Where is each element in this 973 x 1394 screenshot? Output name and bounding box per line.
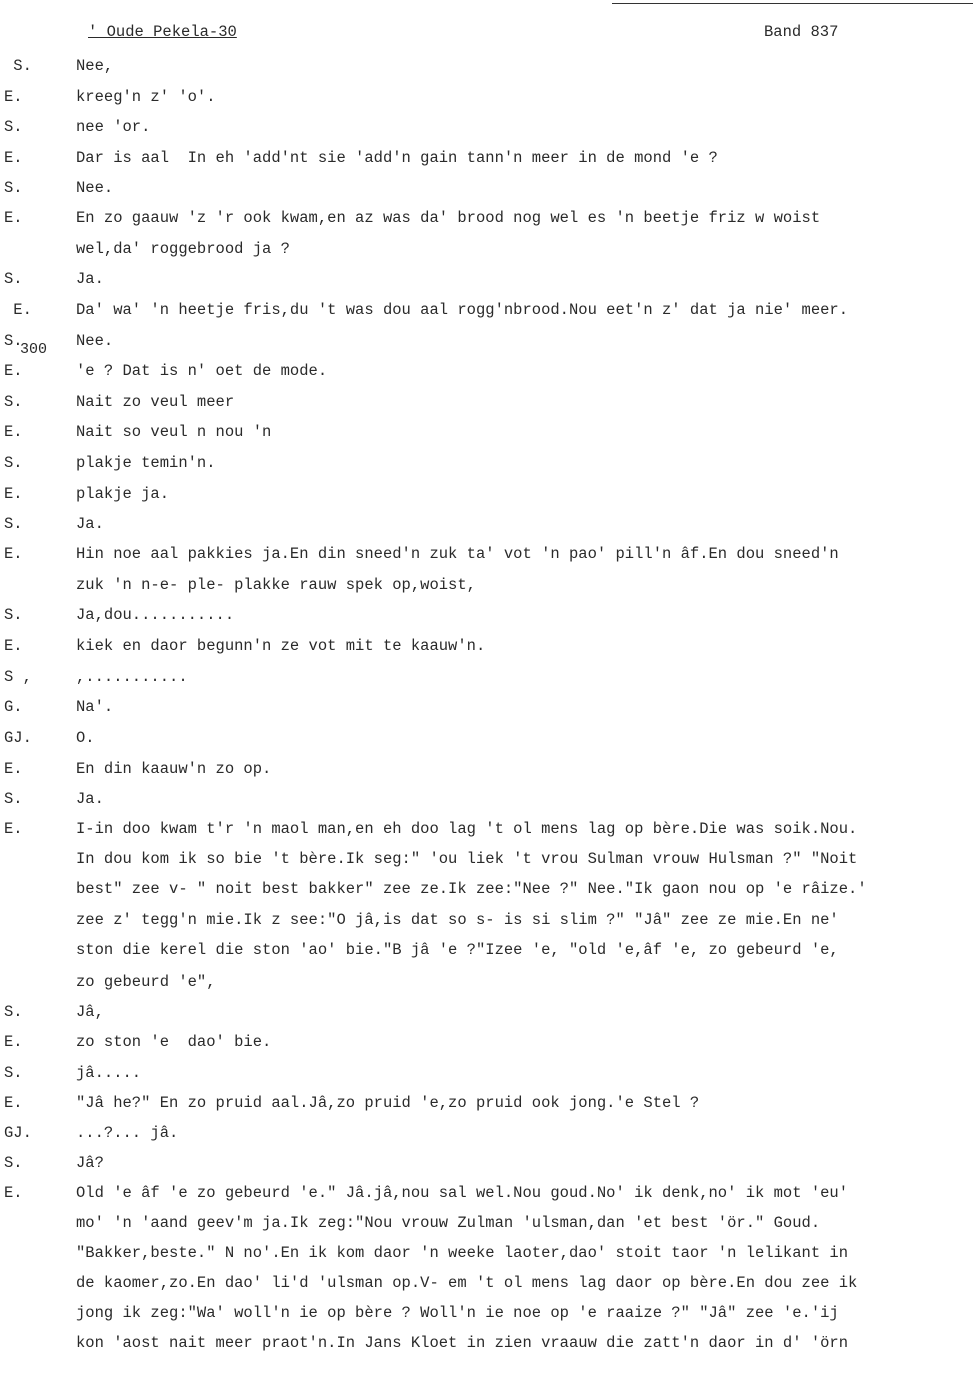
utterance-text: wel,da' roggebrood ja ?: [76, 240, 290, 258]
speaker-label: E.: [4, 637, 23, 655]
transcript-line: [0, 300, 973, 320]
utterance-text: Jâ?: [76, 1154, 104, 1172]
utterance-text: kreeg'n z' 'o'.: [76, 88, 216, 106]
utterance-text: mo' 'n 'aand geev'm ja.Ik zeg:"Nou vrouw Zulman 'ulsman,dan 'et best 'ör." Goud.: [76, 1214, 821, 1232]
utterance-text: Ja.: [76, 790, 104, 808]
transcript-line: [0, 484, 973, 504]
utterance-text: 'e ? Dat is n' oet de mode.: [76, 362, 328, 380]
speaker-label: E.: [4, 760, 23, 778]
speaker-label: E.: [4, 820, 23, 838]
speaker-label: S.: [4, 393, 23, 411]
speaker-label: S.: [4, 1003, 23, 1021]
speaker-label: E.: [4, 1033, 23, 1051]
utterance-text: Nait zo veul meer: [76, 393, 235, 411]
transcript-line: [0, 392, 973, 412]
speaker-label: E.: [4, 545, 23, 563]
utterance-text: "Bakker,beste." N no'.En ik kom daor 'n weeke laoter,dao' stoit taor 'n lelikant in: [76, 1244, 849, 1262]
transcript-line: [0, 940, 973, 960]
speaker-label: S.: [4, 118, 23, 136]
utterance-text: jâ.....: [76, 1064, 142, 1082]
speaker-label: S.: [4, 57, 32, 75]
transcript-line: [0, 697, 973, 717]
utterance-text: kon 'aost nait meer praot'n.In Jans Kloet in zien vraauw die zatt'n daor in d' 'örn: [76, 1334, 849, 1352]
speaker-label: S.: [4, 454, 23, 472]
transcript-line: [0, 453, 973, 473]
transcript-line: [0, 514, 973, 534]
transcript-line: [0, 759, 973, 779]
speaker-label: E.: [4, 149, 23, 167]
utterance-text: Jâ,: [76, 1003, 104, 1021]
tape-number: Band 837: [764, 23, 839, 41]
utterance-text: In dou kom ik so bie 't bère.Ik seg:" 'ou liek 't vrou Sulman vrouw Hulsman ?" "Noit: [76, 850, 858, 868]
transcript-line: [0, 1183, 973, 1203]
transcript-line: [0, 56, 973, 76]
utterance-text: Ja,dou...........: [76, 606, 235, 624]
transcript-line: [0, 331, 973, 351]
utterance-text: Da' wa' 'n heetje fris,du 't was dou aal rogg'nbrood.Nou eet'n z' dat ja nie' meer.: [76, 301, 849, 319]
transcript-line: [0, 1093, 973, 1113]
speaker-label: E.: [4, 88, 23, 106]
speaker-label: S.: [4, 179, 23, 197]
utterance-text: Dar is aal In eh 'add'nt sie 'add'n gain tann'n meer in de mond 'e ?: [76, 149, 718, 167]
speaker-label: E.: [4, 1094, 23, 1112]
transcript-line: [0, 1063, 973, 1083]
transcript-line: [0, 1303, 973, 1323]
utterance-text: Old 'e âf 'e zo gebeurd 'e." Jâ.jâ,nou sal wel.Nou goud.No' ik denk,no' ik mot 'eu': [76, 1184, 849, 1202]
utterance-text: plakje ja.: [76, 485, 170, 503]
document-title: ' Oude Pekela-30: [88, 23, 237, 41]
utterance-text: En din kaauw'n zo op.: [76, 760, 272, 778]
transcript-line: [0, 1213, 973, 1233]
utterance-text: Na'.: [76, 698, 114, 716]
transcript-line: [0, 1123, 973, 1143]
utterance-text: Nee.: [76, 179, 114, 197]
transcript-line: [0, 361, 973, 381]
speaker-label: S ,: [4, 668, 32, 686]
utterance-text: zo ston 'e dao' bie.: [76, 1033, 272, 1051]
speaker-label: S.: [4, 1154, 23, 1172]
utterance-text: Hin noe aal pakkies ja.En din sneed'n zuk ta' vot 'n pao' pill'n âf.En dou sneed'n: [76, 545, 839, 563]
speaker-label: S.: [4, 332, 23, 350]
transcript-line: [0, 1273, 973, 1293]
transcript-line: [0, 148, 973, 168]
utterance-text: de kaomer,zo.En dao' li'd 'ulsman op.V- em 't ol mens lag daor op bère.En dou zee ik: [76, 1274, 858, 1292]
utterance-text: Nee,: [76, 57, 114, 75]
utterance-text: O.: [76, 729, 95, 747]
transcript-line: [0, 789, 973, 809]
transcript-line: [0, 605, 973, 625]
transcript-line: [0, 239, 973, 259]
transcript-line: [0, 1002, 973, 1022]
top-rule: [612, 3, 973, 4]
speaker-label: E.: [4, 301, 32, 319]
transcript-line: [0, 879, 973, 899]
utterance-text: "Jâ he?" En zo pruid aal.Jâ,zo pruid 'e,zo pruid ook jong.'e Stel ?: [76, 1094, 700, 1112]
speaker-label: S.: [4, 1064, 23, 1082]
speaker-label: GJ.: [4, 729, 32, 747]
transcript-line: [0, 422, 973, 442]
utterance-text: zuk 'n n-e- ple- plakke rauw spek op,woist,: [76, 576, 476, 594]
transcript-line: [0, 269, 973, 289]
speaker-label: E.: [4, 1184, 23, 1202]
utterance-text: zo gebeurd 'e",: [76, 973, 216, 991]
transcript-line: [0, 910, 973, 930]
utterance-text: zee z' tegg'n mie.Ik z see:"O jâ,is dat so s- is si slim ?" "Jâ" zee ze mie.En ne': [76, 911, 839, 929]
speaker-label: S.: [4, 270, 23, 288]
transcript-line: [0, 208, 973, 228]
transcript-line: [0, 575, 973, 595]
transcript-line: [0, 849, 973, 869]
utterance-text: ston die kerel die ston 'ao' bie."B jâ 'e ?"Izee 'e, "old 'e,âf 'e, zo gebeurd 'e,: [76, 941, 839, 959]
transcript-line: [0, 636, 973, 656]
transcript-line: [0, 117, 973, 137]
transcript-line: [0, 178, 973, 198]
utterance-text: kiek en daor begunn'n ze vot mit te kaauw'n.: [76, 637, 486, 655]
utterance-text: Ja.: [76, 270, 104, 288]
utterance-text: Nee.: [76, 332, 114, 350]
utterance-text: best" zee v- " noit best bakker" zee ze.Ik zee:"Nee ?" Nee."Ik gaon nou op 'e râize.': [76, 880, 867, 898]
utterance-text: ,...........: [76, 668, 188, 686]
speaker-label: E.: [4, 209, 23, 227]
speaker-label: GJ.: [4, 1124, 32, 1142]
transcript-line: [0, 544, 973, 564]
transcript-line: [0, 1032, 973, 1052]
utterance-text: jong ik zeg:"Wa' woll'n ie op bère ? Woll'n ie noe op 'e raaize ?" "Jâ" zee 'e.'ij: [76, 1304, 839, 1322]
speaker-label: S.: [4, 606, 23, 624]
utterance-text: En zo gaauw 'z 'r ook kwam,en az was da' brood nog wel es 'n beetje friz w woist: [76, 209, 821, 227]
transcript-line: [0, 1333, 973, 1353]
utterance-text: nee 'or.: [76, 118, 151, 136]
transcript-line: [0, 87, 973, 107]
speaker-label: E.: [4, 485, 23, 503]
utterance-text: I-in doo kwam t'r 'n maol man,en eh doo lag 't ol mens lag op bère.Die was soik.Nou.: [76, 820, 858, 838]
speaker-label: E.: [4, 362, 23, 380]
utterance-text: ...?... jâ.: [76, 1124, 179, 1142]
utterance-text: plakje temin'n.: [76, 454, 216, 472]
speaker-label: E.: [4, 423, 23, 441]
transcript-line: [0, 1153, 973, 1173]
transcript-line: [0, 972, 973, 992]
margin-counter: 300: [20, 341, 48, 358]
transcript-line: [0, 667, 973, 687]
speaker-label: G.: [4, 698, 23, 716]
transcript-line: [0, 1243, 973, 1263]
utterance-text: Ja.: [76, 515, 104, 533]
utterance-text: Nait so veul n nou 'n: [76, 423, 272, 441]
speaker-label: S.: [4, 790, 23, 808]
transcript-line: [0, 728, 973, 748]
speaker-label: S.: [4, 515, 23, 533]
transcript-line: [0, 819, 973, 839]
